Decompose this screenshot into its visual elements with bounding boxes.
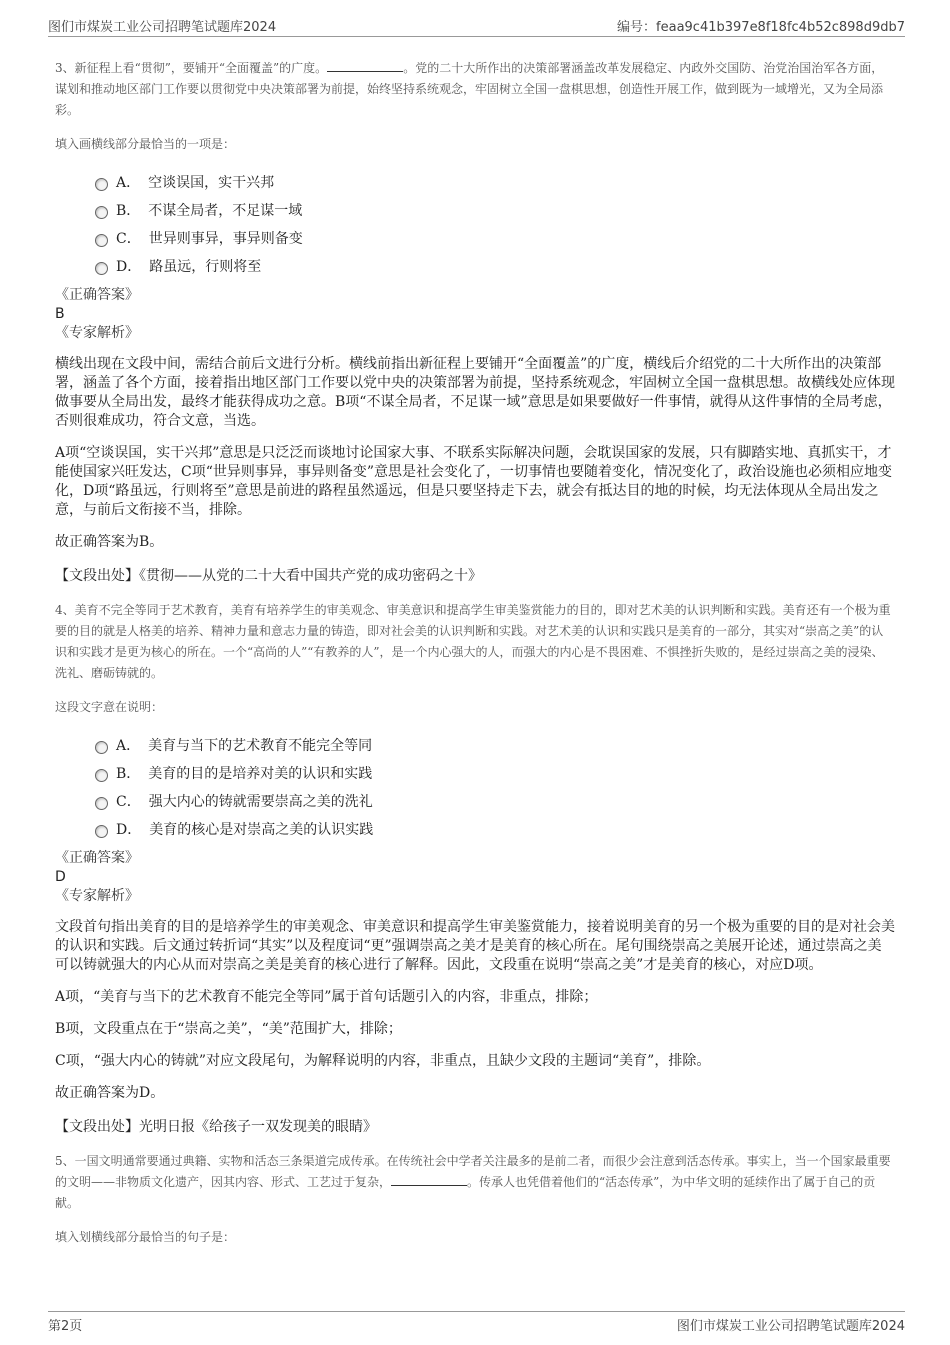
answer-value: D — [55, 869, 66, 885]
header-code: 编号：feaa9c41b397e8f18fc4b52c898d9db7 — [617, 20, 905, 35]
analysis-paragraph: C项，“强大内心的铸就”对应文段尾句，为解释说明的内容，非重点，且缺少文段的主题词“美育”，排除。 — [55, 1053, 711, 1069]
radio-icon[interactable] — [95, 206, 108, 219]
answer-value: B — [55, 306, 65, 322]
radio-icon[interactable] — [95, 234, 108, 247]
option-b[interactable]: B． 不谋全局者，不足谋一域 — [95, 196, 895, 224]
option-c[interactable]: C． 强大内心的铸就需要崇高之美的洗礼 — [95, 787, 895, 815]
question-prompt: 填入划横线部分最恰当的句子是： — [55, 1230, 236, 1244]
analysis-label: 《专家解析》 — [55, 325, 139, 341]
radio-icon[interactable] — [95, 741, 108, 754]
option-d[interactable]: D． 美育的核心是对崇高之美的认识实践 — [95, 815, 895, 843]
option-list — [95, 731, 895, 843]
option-b[interactable]: B． 美育的目的是培养对美的认识和实践 — [95, 759, 895, 787]
radio-icon[interactable] — [95, 769, 108, 782]
analysis-paragraph: A项“空谈误国，实干兴邦”意思是只泛泛而谈地讨论国家大事、不联系实际解决问题，会耽误国家的发展，只有脚踏实地、真抓实干，才能使国家兴旺发达，C项“世异则事异，事异则备变”意思是社会变化了，一切事情也要随着变化，情况变化了，政治设施也必须相应地变化，D项“路虽远，行则将至”意思是前进的路程虽然遥远，但是只要坚持走下去，就会有抵达目的地的时候，均无法体现从全局出发之意，与前后文衔接不当，排除。 — [55, 445, 893, 518]
answer-blank — [327, 59, 403, 72]
answer-label: 《正确答案》 — [55, 287, 139, 303]
page-header — [48, 14, 905, 37]
analysis-paragraph: B项，文段重点在于“崇高之美”，“美”范围扩大，排除； — [55, 1021, 402, 1037]
analysis-paragraph: 文段首句指出美育的目的是培养学生的审美观念、审美意识和提高学生审美鉴赏能力，接着说明美育的另一个极为重要的目的是对社会美的认识和实践。后文通过转折词“其实”以及程度词“更”强调崇高之美才是美育的核心所在。尾句围绕崇高之美展开论述，通过崇高之美可以铸就强大的内心从而对崇高之美是美育的核心进行了解释。因此，文段重在说明“崇高之美”才是美育的核心，对应D项。 — [55, 919, 895, 973]
analysis-body — [55, 918, 895, 1103]
question-stem: 5、一国文明通常要通过典籍、实物和活态三条渠道完成传承。在传统社会中学者关注最多的是前二者，而很少会注意到活态传承。事实上，当一个国家最重要的文明——非物质文化遗产，因其内容、形式、工艺过于复杂， 。传承人也凭借着他们的“活态传承”，为中华文明的延续作出了属于自己的贡献。 — [55, 1154, 891, 1210]
analysis-paragraph: A项，“美育与当下的艺术教育不能完全等同”属于首句话题引入的内容，非重点，排除； — [55, 989, 598, 1005]
analysis-body — [55, 355, 895, 552]
analysis-paragraph: 故正确答案为D。 — [55, 1085, 165, 1101]
source-citation: 【文段出处】光明日报《给孩子一双发现美的眼睛》 — [55, 1119, 377, 1135]
radio-icon[interactable] — [95, 797, 108, 810]
option-list — [95, 168, 895, 280]
option-c[interactable]: C． 世异则事异，事异则备变 — [95, 224, 895, 252]
page-content — [55, 58, 895, 1261]
question-prompt: 这段文字意在说明： — [55, 700, 164, 714]
analysis-label: 《专家解析》 — [55, 888, 139, 904]
source-citation: 【文段出处】《贯彻——从党的二十大看中国共产党的成功密码之十》 — [55, 568, 482, 584]
option-a[interactable]: A． 空谈误国，实干兴邦 — [95, 168, 895, 196]
question-stem: 4、美育不完全等同于艺术教育，美育有培养学生的审美观念、审美意识和提高学生审美鉴赏能力的目的，即对艺术美的认识判断和实践。美育还有一个极为重要的目的就是人格美的培养、精神力量和意志力量的铸造，即对社会美的认识判断和实践。对艺术美的认识和实践只是美育的一部分，其实对“崇高之美”的认识和实践才是更为核心的所在。一个“高尚的人”“有教养的人”，是一个内心强大的人，而强大的内心是不畏困难、不惧挫折失败的，是经过崇高之美的浸染、洗礼、磨砺铸就的。 — [55, 603, 891, 680]
radio-icon[interactable] — [95, 262, 108, 275]
answer-label: 《正确答案》 — [55, 850, 139, 866]
analysis-paragraph: 横线出现在文段中间，需结合前后文进行分析。横线前指出新征程上要铺开“全面覆盖”的广度，横线后介绍党的二十大所作出的决策部署，涵盖了各个方面，接着指出地区部门工作要以党中央的决策部署为前提，坚持系统观念，牢固树立全国一盘棋思想。故横线处应体现做事要从全局出发，最终才能获得成功之意。B项“不谋全局者，不足谋一域”意思是如果要做好一件事情，就得从这件事情的全局考虑，否则很难成功，符合文意，当选。 — [55, 356, 895, 429]
footer-title: 图们市煤炭工业公司招聘笔试题库2024 — [676, 1319, 905, 1334]
option-d[interactable]: D． 路虽远，行则将至 — [95, 252, 895, 280]
page-number: 第2页 — [48, 1319, 83, 1334]
answer-blank — [391, 1173, 467, 1186]
question-prompt: 填入画横线部分最恰当的一项是： — [55, 137, 236, 151]
question-stem: 3、新征程上看“贯彻”，要铺开“全面覆盖”的广度。 。党的二十大所作出的决策部署涵盖改革发展稳定、内政外交国防、治党治国治军各方面，谋划和推动地区部门工作要以贯彻党中央决策部署为前提，始终坚持系统观念，牢固树立全国一盘棋思想，创造性开展工作，做到既为一域增光，又为全局添彩。 — [55, 61, 884, 117]
radio-icon[interactable] — [95, 825, 108, 838]
header-title: 图们市煤炭工业公司招聘笔试题库2024 — [48, 20, 277, 35]
option-a[interactable]: A． 美育与当下的艺术教育不能完全等同 — [95, 731, 895, 759]
question-5 — [55, 1151, 895, 1245]
question-4 — [55, 600, 895, 1136]
page-footer — [48, 1311, 905, 1334]
analysis-paragraph: 故正确答案为B。 — [55, 534, 164, 550]
question-3 — [55, 58, 895, 585]
radio-icon[interactable] — [95, 178, 108, 191]
